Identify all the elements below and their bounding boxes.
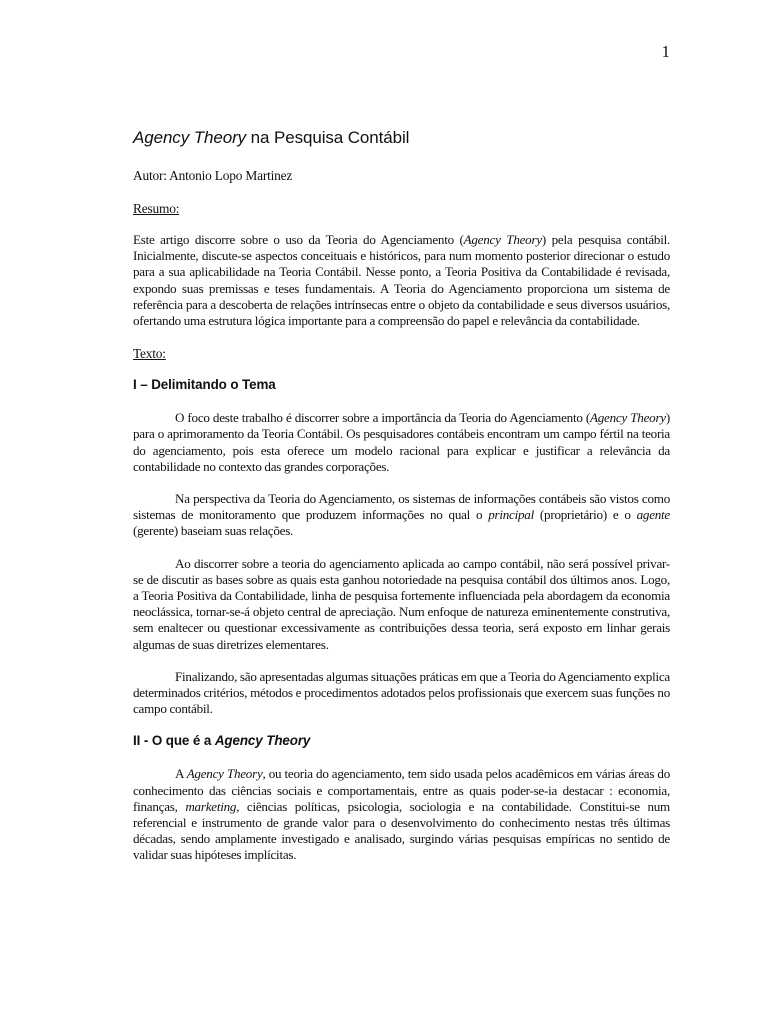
s2p1-italic-2: marketing <box>185 798 237 814</box>
section1-paragraph-4: Finalizando, são apresentadas algumas situações práticas em que a Teoria do Agenciamento explica determinados critérios, métodos e procedimentos adotados pelos profissionais que exercem suas funções no campo contábil. <box>133 668 670 717</box>
document-body <box>133 128 670 880</box>
resumo-label: Resumo: <box>133 201 180 216</box>
section2-heading-italic: Agency Theory <box>214 733 311 749</box>
resumo-italic: Agency Theory <box>463 232 542 247</box>
s2p1-text-a: A <box>175 766 187 782</box>
resumo-text-a: Este artigo discorre sobre o uso da Teoria do Agenciamento ( <box>133 232 464 247</box>
section2-heading-prefix: II - O que é a <box>133 733 215 749</box>
s1p1-text-b: ) para o aprimoramento da Teoria Contábil. Os pesquisadores contábeis encontram um campo fértil na teoria do agenciamento, pois esta oferece um modelo racional para explicar e justificar a relevância da contabilidade no contexto das grandes corporações. <box>133 410 670 474</box>
s1p2-italic-1: principal <box>488 507 534 523</box>
texto-label: Texto: <box>133 346 166 362</box>
s2p1-text-b: , ou teoria do agenciamento, tem sido usada pelos acadêmicos em várias áreas do conhecimento das ciências sociais e comportamentais, entre as quais poder-se-ia destacar : economia, finanças, <box>133 766 671 814</box>
document-title <box>133 128 670 148</box>
section2-heading <box>133 733 670 748</box>
section1-paragraph-1 <box>133 410 670 475</box>
s1p2-italic-2: agente <box>636 507 670 523</box>
resumo-paragraph <box>133 232 670 329</box>
section1-heading: I – Delimitando o Tema <box>133 377 276 393</box>
s1p2-text-b: (proprietário) e o <box>534 507 637 523</box>
s1p1-text-a: O foco deste trabalho é discorrer sobre a importância da Teoria do Agenciamento ( <box>175 410 591 426</box>
s1p1-italic: Agency Theory <box>590 410 666 426</box>
page-number: 1 <box>661 42 670 61</box>
author-line: Autor: Antonio Lopo Martinez <box>133 168 293 183</box>
title-rest: na Pesquisa Contábil <box>246 128 410 147</box>
section2-paragraph-1 <box>133 766 670 863</box>
resumo-text-b: ) pela pesquisa contábil. Inicialmente, discute-se aspectos conceituais e históricos, para num momento posterior direcionar o estudo para a sua aplicabilidade na Teoria Contábil. Nesse ponto, a Teoria Positiva da Contabilidade é revisada, expondo suas premissas e teses fundamentais. A Teoria do Agenciamento proporciona um sistema de referência para a descoberta de relações intrínsecas entre o objeto da contabilidade e seus diversos usuários, ofertando uma estrutura lógica importante para a compreensão do papel e relevância da contabilidade. <box>133 232 670 329</box>
section1-paragraph-3: Ao discorrer sobre a teoria do agenciamento aplicada ao campo contábil, não será possível privar-se de discutir as bases sobre as quais esta ganhou notoriedade na pesquisa contábil dos últimos anos. Logo, a Teoria Positiva da Contabilidade, linha de pesquisa fortemente influenciada pela abordagem da economia neoclássica, tornar-se-á objeto central de apreciação. Num enfoque de natureza eminentemente construtiva, sem enaltecer ou questionar excessivamente as contribuições dessa teoria, será exposto em linhar gerais algumas de suas diretrizes elementares. <box>133 555 670 652</box>
s1p2-text-a: Na perspectiva da Teoria do Agenciamento, os sistemas de informações contábeis são vistos como sistemas de monitoramento que produzem informações no qual o <box>133 491 670 523</box>
s2p1-text-c: , ciências políticas, psicologia, sociologia e na contabilidade. Constitui-se num referencial e instrumento de grande valor para o desenvolvimento do conhecimento nestas três últimas décadas, sendo amplamente investigado e analisado, surgindo várias pesquisas empíricas no sentido de validar suas hipóteses implícitas. <box>133 798 670 863</box>
title-italic: Agency Theory <box>133 128 247 147</box>
s2p1-italic-1: Agency Theory <box>186 766 263 782</box>
section1-paragraph-2 <box>133 491 670 540</box>
s1p2-text-c: (gerente) baseiam suas relações. <box>133 523 294 539</box>
